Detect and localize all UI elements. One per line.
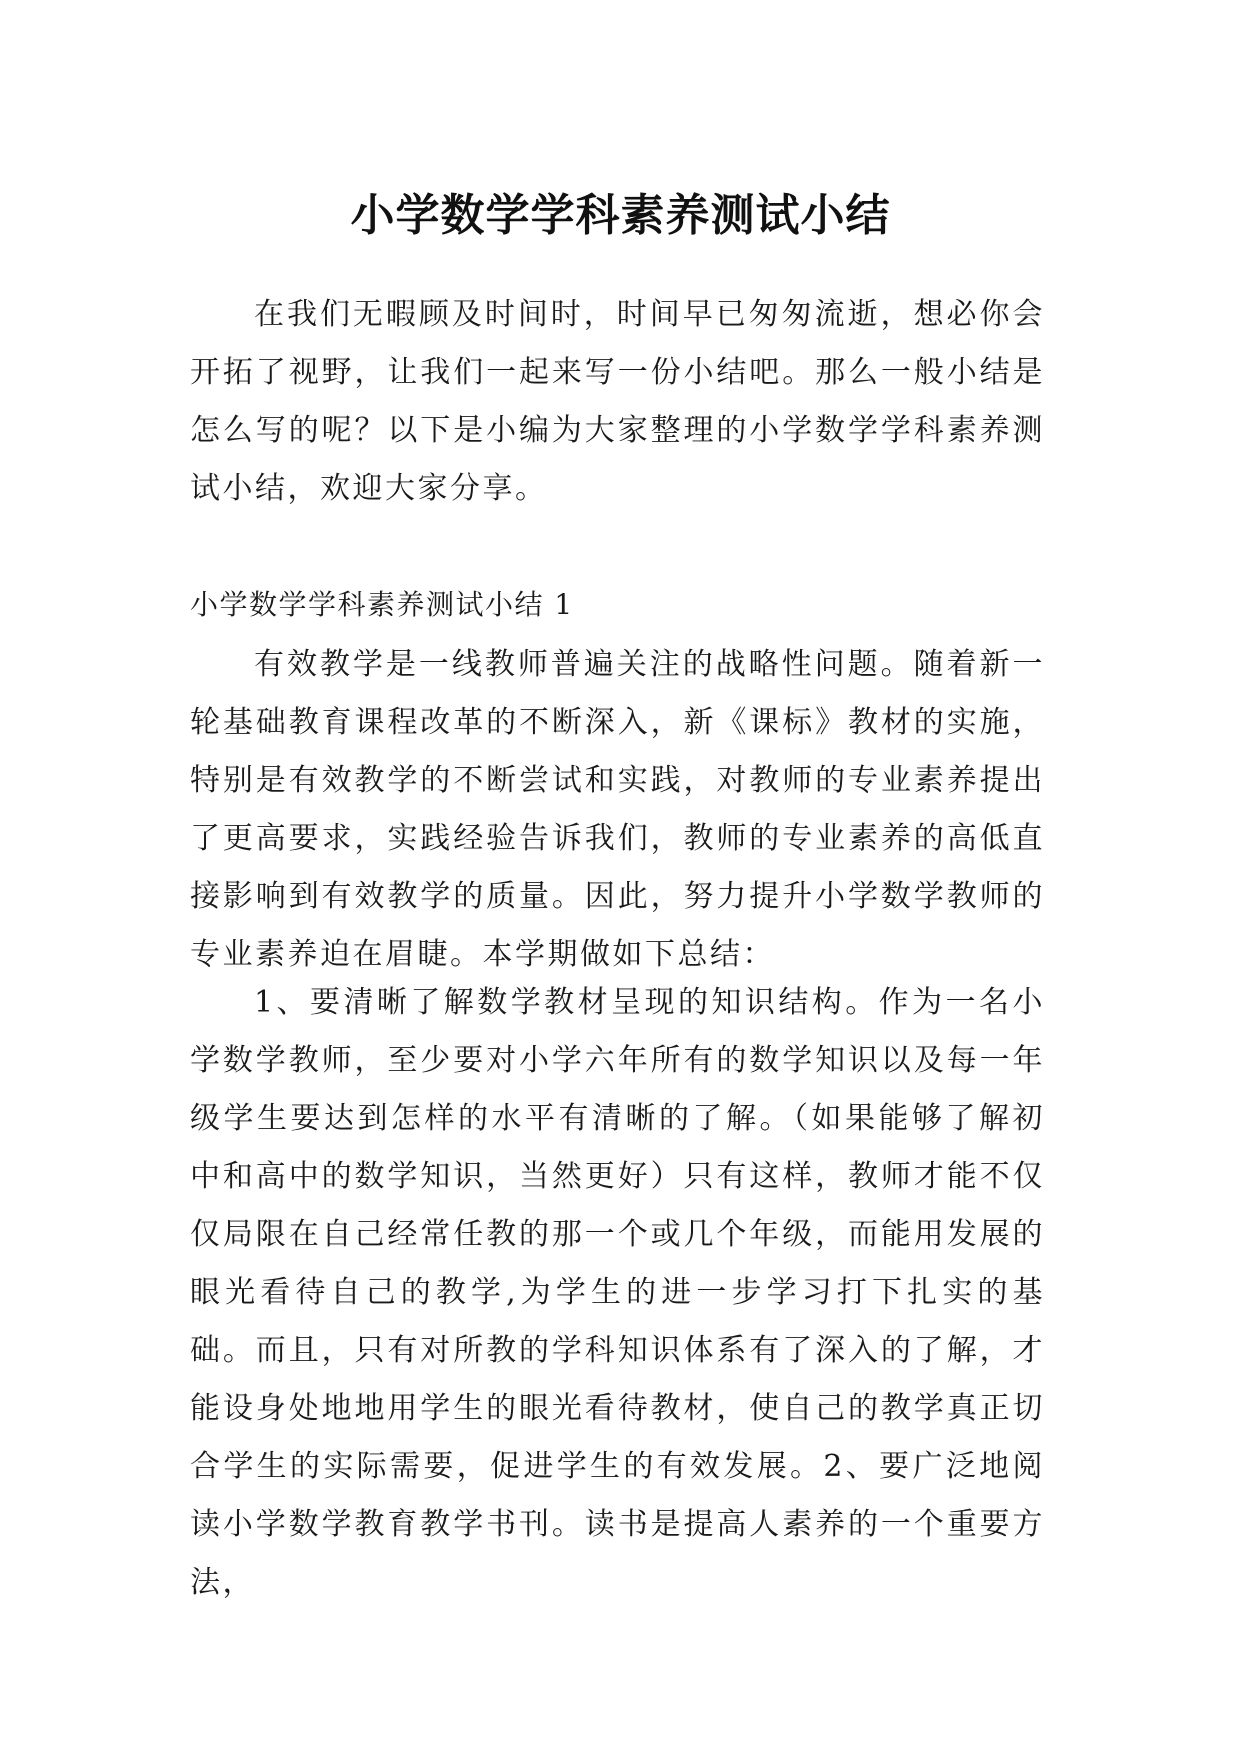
section-heading: 小学数学学科素养测试小结 1 [190,588,574,621]
intro-paragraph: 在我们无暇顾及时间时，时间早已匆匆流逝，想必你会开拓了视野，让我们一起来写一份小结吧。那么一般小结是怎么写的呢？以下是小编为大家整理的小学数学学科素养测试小结，欢迎大家分享。 [190,297,1045,506]
document-title: 小学数学学科素养测试小结 [350,190,891,242]
body-paragraph: 1、要清晰了解数学教材呈现的知识结构。作为一名小学数学教师，至少要对小学六年所有的数学知识以及每一年级学生要达到怎样的水平有清晰的了解。（如果能够了解初中和高中的数学知识，当然更好）只有这样，教师才能不仅仅局限在自己经常任教的那一个或几个年级，而能用发展的眼光看待自己的教学,为学生的进一步学习打下扎实的基础。而且，只有对所教的学科知识体系有了深入的了解，才能设身处地地用学生的眼光看待教材，使自己的教学真正切合学生的实际需要，促进学生的有效发展。2、要广泛地阅读小学数学教育教学书刊。读书是提高人素养的一个重要方法， [190,985,1045,1600]
body-paragraph: 有效教学是一线教师普遍关注的战略性问题。随着新一轮基础教育课程改革的不断深入，新《课标》教材的实施，特别是有效教学的不断尝试和实践，对教师的专业素养提出了更高要求，实践经验告诉我们，教师的专业素养的高低直接影响到有效教学的质量。因此，努力提升小学数学教师的专业素养迫在眉睫。本学期做如下总结： [190,647,1045,972]
